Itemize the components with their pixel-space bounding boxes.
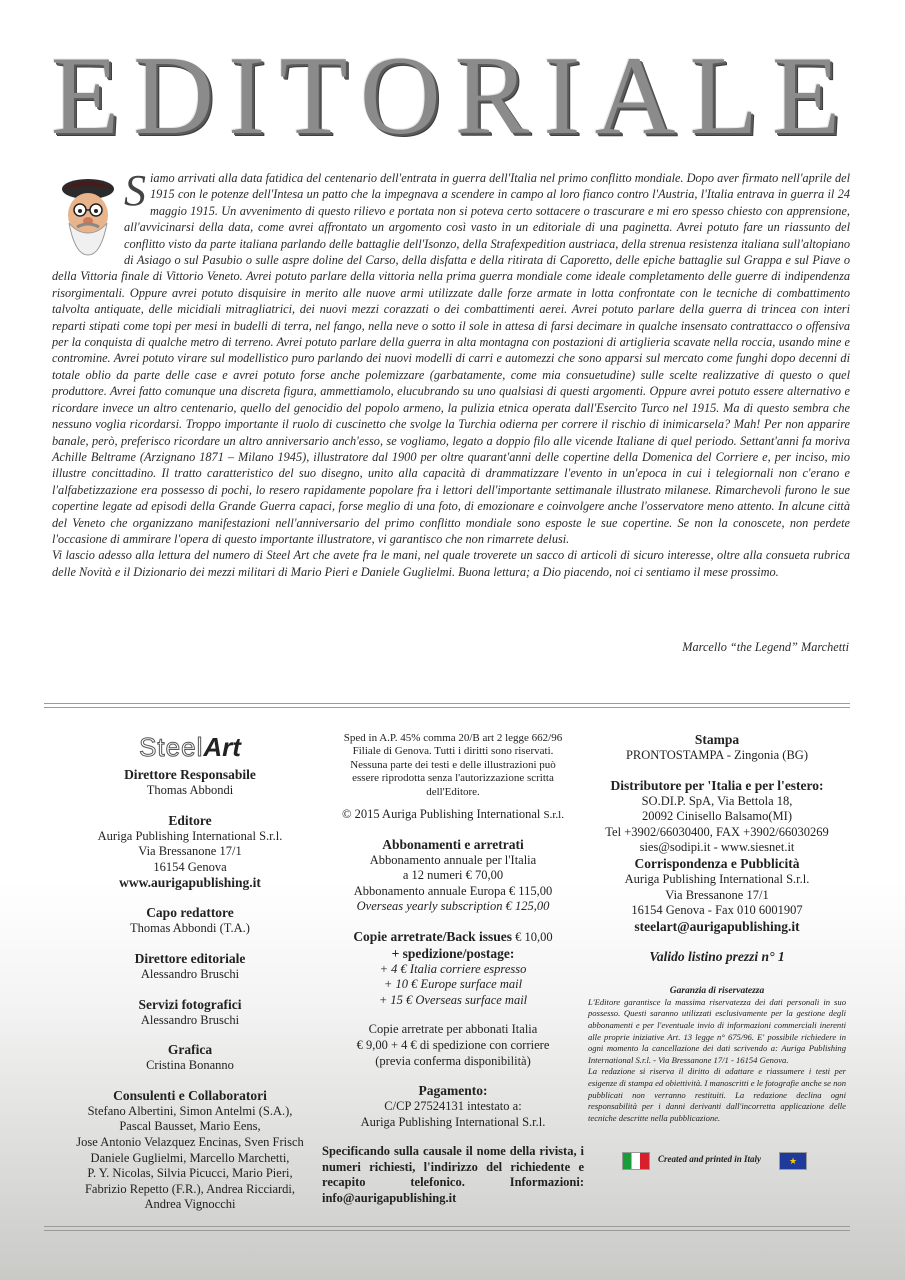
italian-flag-icon xyxy=(622,1152,650,1170)
credit-line: 16154 Genova xyxy=(153,859,227,874)
shipping-line: + spedizione/postage: xyxy=(391,945,515,961)
steel-art-logo: SteelArt xyxy=(139,732,241,762)
distributor-line: sies@sodipi.it - www.siesnet.it xyxy=(639,840,795,855)
eu-flag-icon: ★ xyxy=(779,1152,807,1170)
shipping-option: + 4 € Italia corriere espresso xyxy=(379,961,527,976)
correspondence-email[interactable]: steelart@aurigapublishing.it xyxy=(634,918,800,934)
shipping-option: + 10 € Europe surface mail xyxy=(383,977,523,992)
editorial-body xyxy=(52,166,850,580)
price-line: Abbonamento annuale per l'Italia xyxy=(369,852,537,867)
credit-line: Alessandro Bruschi xyxy=(140,1012,240,1027)
print-line: PRONTOSTAMPA - Zingonia (BG) xyxy=(625,748,808,762)
legal-line: Sped in A.P. 45% comma 20/B art 2 legge 662/96 xyxy=(343,732,563,744)
price-line: (previa conferma disponibilità) xyxy=(375,1053,531,1068)
credit-line: Stefano Albertini, Simon Antelmi (S.A.), xyxy=(87,1103,293,1118)
distributor-line: Tel +3902/66030400, FAX +3902/66030269 xyxy=(605,824,829,839)
credit-heading: Capo redattore xyxy=(146,905,234,921)
credit-line: Alessandro Bruschi xyxy=(140,966,240,981)
correspondence-heading: Corrispondenza e Pubblicità xyxy=(634,855,800,871)
page-title: EDITORIALE xyxy=(50,34,855,158)
correspondence-line: Via Bressanone 17/1 xyxy=(665,887,769,902)
print-heading: Stampa xyxy=(694,732,740,747)
price-line: Copie arretrate per abbonati Italia xyxy=(368,1022,538,1037)
credit-line: Daniele Guglielmi, Marcello Marchetti, xyxy=(90,1150,290,1165)
copyright: © 2015 Auriga Publishing International S.r.l. xyxy=(342,807,564,822)
credit-line: Pascal Bausset, Mario Eens, xyxy=(119,1119,261,1134)
editorial-disclaimer: La redazione si riserva il diritto di adattare e riassumere i testi per esigenze di stampa ed obiettività. I manoscritti e le fotografie anche se non pubblicati non verranno restituiti. La redazione declina ogni responsabilità per i danni derivanti dall'incorretta applicazione delle tecniche descritte nella pubblicazione. xyxy=(588,1066,847,1123)
masthead-column-staff xyxy=(60,732,320,1213)
distributor-line: SO.DI.P. SpA, Via Bettola 18, xyxy=(641,793,793,808)
credit-line: Fabrizio Repetto (F.R.), Andrea Ricciardi, xyxy=(84,1181,296,1196)
price-line: € 9,00 + 4 € di spedizione con corriere xyxy=(356,1037,550,1052)
divider xyxy=(44,703,850,708)
editorial-signature: Marcello “the Legend” Marchetti xyxy=(682,640,849,654)
credit-heading: Editore xyxy=(168,812,212,828)
credit-line: Thomas Abbondi (T.A.) xyxy=(130,921,250,936)
subscriptions-heading: Abbonamenti e arretrati xyxy=(382,836,524,852)
masthead-column-subscriptions xyxy=(322,732,584,1206)
credit-line: Auriga Publishing International S.r.l. xyxy=(97,828,283,843)
editorial-paragraph: Vi lascio adesso alla lettura del numero di Steel Art che avete fra le mani, nel quale troverete un sacco di articoli di sicuro interesse, oltre alla consueta rubrica delle Novità e il Dizionario dei mezzi militari di Mario Pieri e Daniele Guglielmi. Buona lettura; a Dio piacendo, noi ci sentiamo il mese prossimo. xyxy=(52,548,850,579)
credit-heading: Grafica xyxy=(167,1042,213,1058)
credit-line: Jose Antonio Velazquez Encinas, Sven Frisch xyxy=(76,1134,304,1149)
shipping-option: + 15 € Overseas surface mail xyxy=(378,992,528,1007)
website-link[interactable]: www.aurigapublishing.it xyxy=(119,875,261,891)
privacy-heading: Garanzia di riservatezza xyxy=(669,985,765,996)
legal-line: dell'Editore. xyxy=(426,785,480,798)
price-line: Abbonamento annuale Europa € 115,00 xyxy=(353,883,553,898)
distributor-line: 20092 Cinisello Balsamo(MI) xyxy=(642,809,792,824)
payment-line: C/CP 27524131 intestato a: xyxy=(384,1099,522,1114)
divider xyxy=(44,1226,850,1231)
legal-line: Filiale di Genova. Tutti i diritti sono riservati. xyxy=(352,745,554,758)
price-list-note: Valido listino prezzi n° 1 xyxy=(649,948,785,964)
credit-line: Via Bressanone 17/1 xyxy=(138,844,242,859)
privacy-text: L'Editore garantisce la massima riservatezza dei dati personali in suo possesso. Questi saranno utilizzati esclusivamente per la gestione degli abbonamenti e per l'eventuale invio di informazioni commerciali inerenti alle proprie iniziative Art. 13 legge n° 675/96. E' possibile richiedere in ogni momento la cancellazione dei dati scrivendo a: Auriga Publishing International S.r.l. - Via Bressanone 17/1 - 16154 Genova. xyxy=(588,996,846,1065)
made-in-label: Created and printed in Italy xyxy=(658,1154,762,1165)
legal-line: essere riprodotta senza l'autorizzazione scritta xyxy=(352,772,554,785)
mascot-spacer xyxy=(52,170,124,264)
payment-heading: Pagamento: xyxy=(418,1083,488,1099)
credit-heading: Direttore editoriale xyxy=(134,950,246,966)
drop-cap: S xyxy=(124,166,146,215)
price-line: Overseas yearly subscription € 125,00 xyxy=(356,899,550,914)
back-issues-heading: Copie arretrate/Back issues € 10,00 xyxy=(353,929,553,944)
distributor-heading: Distributore per 'Italia e per l'estero: xyxy=(610,777,824,793)
editorial-paragraph: iamo arrivati alla data fatidica del centenario dell'entrata in guerra dell'Italia nel primo conflitto mondiale. Dopo aver firmato nell'aprile del 1915 con le potenze dell'Intesa un patto che la impegnava a scendere in campo al loro fianco contro l'Austria, l'Italia entrava in guerra il 24 maggio 1915. Un avvenimento di questo rilievo e portata non si poteva certo sottacere o trascurare e mi ero spesso chiesto con apprensione, all'avvicinarsi della data, come avrei affrontato un argomento così vasto in un editoriale di una paginetta. Avrei potuto fare un riassunto del conflitto visto da parte italiana parlando delle battaglie dell'Isonzo, della Strafexpedition austriaca, della strenua resistenza italiana sull'altopiano di Asiago o sul Pasubio o sulle aspre doline del Carso, della disfatta e della ritirata di Caporetto, delle epiche battaglie sul Grappa e sul Piave o della Vittoria finale di Vittorio Veneto. Avrei potuto parlare della vittoria nella prima guerra mondiale come ideale completamento delle guerre di indipendenza risorgimentali. Oppure avrei potuto disquisire in merito alle nuove armi utilizzate dalle forze armate in lotta confrontate con le tecniche di combattimento talvolta antiquate, delle micidiali mitragliatrici, dei nuovi mezzi corazzati o dei combattimenti aerei. Avrei potuto parlare della guerra di trincea con interi reparti stipati come topi per mesi in budelli di terra, nel fango, nella neve o sotto il sole in attesa di farsi decimare in qualche insensato contrattacco o offensiva per la conquista di qualche metro di terreno. Avrei potuto parlare della guerra in alta montagna con postazioni di artiglieria scavate nella roccia, usando mine e contromine. Avrei potuto virare sul modellistico puro parlando dei nuovi modelli di carri e automezzi che sono apparsi sul mercato come funghi dopo decenni di totale oblio da parte delle case e avrei potuto forse anche polemizzare (garbatamente, come mia consuetudine) sulle scelte realizzative di questo o quel produttore. Avrei fatto comunque una discreta figura, ammettiamolo, elucubrando su uno qualsiasi di questi argomenti. Oppure avrei potuto essere alternativo e ricordare invece un altro centenario, quello del genocidio del popolo armeno, la pulizia etnica operata dall'Esercito Turco nel 1915. Ma di questo sembra che nessuno voglia ricordarsi. Troppo importante il ruolo di cuscinetto che svolge la Turchia odierna per correre il rischio di inimicarsela? Mah! Per non apparire banale, però, preferisco ricordare un altro anniversario anch'esso, se vogliamo, legato a doppio filo alle vicende Italiane di quel periodo. Settant'anni fa moriva Achille Beltrame (Arzignano 1871 – Milano 1945), illustratore dal 1900 per oltre quarant'anni delle copertine della Domenica del Corriere e, per inciso, mio illustre concittadino. Il tratto caratteristico del suo disegno, unito alla capacità di drammatizzare l'evento in un'epoca in cui i telegiornali non c'erano e l'alfabetizzazione era possesso di pochi, lo resero rapidamente popolare fra i lettori dell'importante settimanale illustrato milanese. Rimarchevoli furono le sue copertine legate ad episodi della Grande Guerra capaci, forse meglio di una foto, di emozionare e coinvolgere anche l'osservatore meno attento. In alcune città del Veneto che organizzano manifestazioni nell'anniversario del primo conflitto mondiale sono esposte le sue copertine. Se non la conoscete, non perdete l'occasione di ammirare l'opera di questo importante illustratore, vi garantisco che non rimarrete delusi. xyxy=(52,171,850,546)
price-line: a 12 numeri € 70,00 xyxy=(402,868,504,883)
credit-line: Thomas Abbondi xyxy=(146,783,234,797)
credit-line: P. Y. Nicolas, Silvia Picucci, Mario Pieri, xyxy=(87,1166,293,1181)
correspondence-line: Auriga Publishing International S.r.l. xyxy=(624,871,810,886)
credit-heading: Direttore Responsabile xyxy=(124,767,256,782)
payment-note: Specificando sulla causale il nome della rivista, i numeri richiesti, l'indirizzo del richiedente e recapito telefonico. Informazioni: info@aurigapublishing.it xyxy=(322,1144,584,1205)
credit-heading: Servizi fotografici xyxy=(138,996,242,1012)
made-in-italy-badge xyxy=(588,1146,846,1172)
legal-line: Nessuna parte dei testi e delle illustrazioni può xyxy=(350,758,556,771)
payment-line: Auriga Publishing International S.r.l. xyxy=(360,1114,546,1129)
credit-line: Andrea Vignocchi xyxy=(144,1197,236,1212)
correspondence-line: 16154 Genova - Fax 010 6001907 xyxy=(631,903,803,918)
credit-heading: Consulenti e Collaboratori xyxy=(113,1087,267,1103)
masthead-column-distribution xyxy=(588,732,846,1172)
credit-line: Cristina Bonanno xyxy=(146,1058,234,1073)
